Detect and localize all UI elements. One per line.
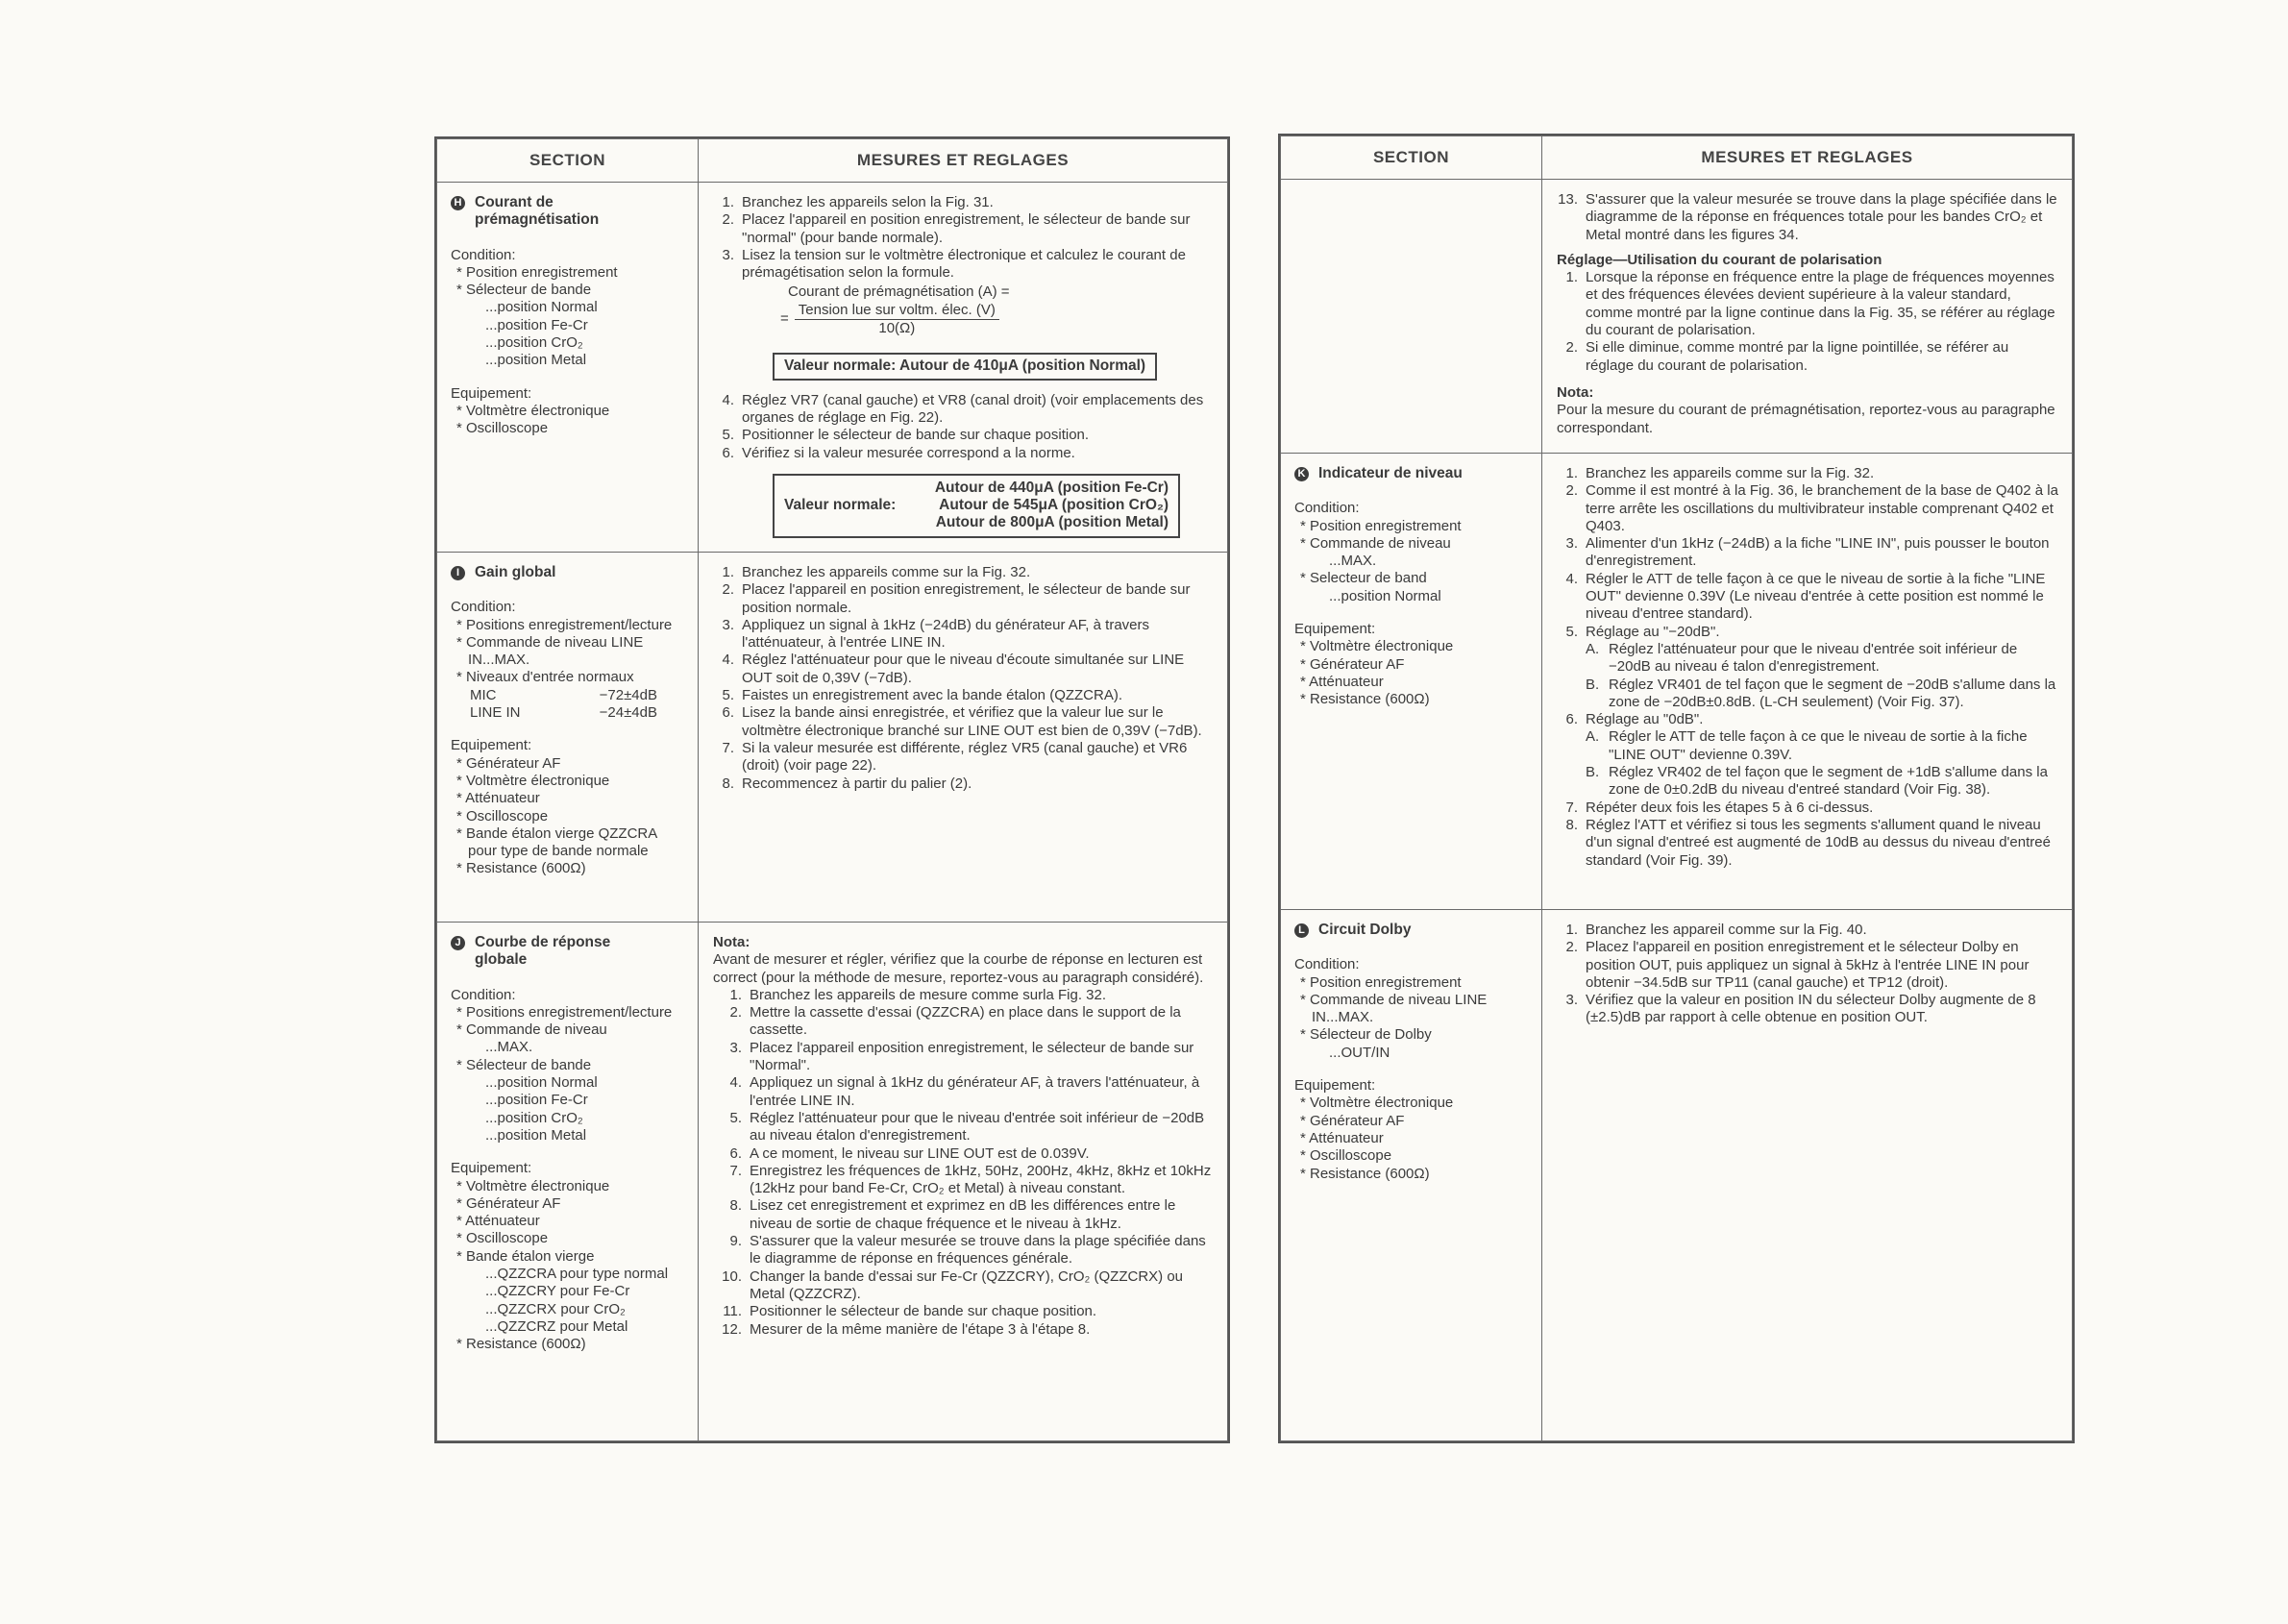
step: 3. Vérifiez que la valeur en position IN du sélecteur Dolby augmente de 8 (±2.5)dB par rapport à celle obtenue en position OUT. bbox=[1565, 992, 2036, 1026]
section-i-title: Gain global bbox=[475, 564, 556, 580]
equip-item: * Resistance (600Ω) bbox=[456, 860, 586, 877]
equip-label: Equipement: bbox=[1294, 1077, 1376, 1095]
step: 6. Vérifiez si la valeur mesurée correspond a la norme. bbox=[722, 444, 1075, 461]
section-l bbox=[1281, 910, 1542, 1441]
step: 5. Réglage au "−20dB". bbox=[1565, 623, 1720, 640]
step: 7. Si la valeur mesurée est différente, réglez VR5 (canal gauche) et VR6 (droit) (voir page 22). bbox=[722, 739, 1188, 775]
section-k-title: Indicateur de niveau bbox=[1318, 465, 1463, 481]
section-header: SECTION bbox=[437, 139, 699, 183]
sub-step: A. Réglez l'atténuateur pour que le niveau d'entrée soit inférieur de −20dB au niveau é talon d'enregistrement. bbox=[1586, 640, 2018, 676]
section-j bbox=[437, 923, 699, 1441]
nota-label: Nota: bbox=[1557, 383, 1594, 401]
section-h bbox=[437, 183, 699, 553]
condition-sub: ...position Fe-Cr bbox=[485, 316, 588, 333]
equip-label: Equipement: bbox=[451, 384, 532, 402]
equip-item: * Oscilloscope bbox=[456, 807, 549, 824]
step: 10. Changer la bande d'essai sur Fe-Cr (QZZCRY), CrO₂ (QZZCRX) ou Metal (QZZCRZ). bbox=[722, 1267, 1184, 1302]
equip-item: * Générateur AF bbox=[456, 1194, 561, 1212]
step: 1. Branchez les appareils selon la Fig. 31. bbox=[722, 194, 994, 210]
step: 1. Lorsque la réponse en fréquence entre la plage de fréquences moyennes et des fréquences élevées devient supérieure à la valeur standard, comme montré par la ligne continue dans la Fig. 35, se référer au réglage du courant de polarisation. bbox=[1565, 269, 2055, 339]
condition-item: * Commande de niveau LINE IN...MAX. bbox=[1300, 991, 1488, 1026]
step: 3. Placez l'appareil enposition enregistrement, le sélecteur de bande sur "Normal". bbox=[729, 1039, 1194, 1074]
measures-continued bbox=[1542, 180, 2073, 454]
level-row: MIC −72±4dB bbox=[470, 686, 657, 703]
badge-k-icon: K bbox=[1294, 467, 1309, 481]
condition-label: Condition: bbox=[1294, 956, 1360, 973]
equip-item: * Bande étalon vierge QZZCRA pour type de bande normale bbox=[456, 824, 657, 860]
normal-value-box-2: Valeur normale: Autour de 440μA (position Fe-Cr) Autour de 545μA (position CrO₂) Autour de 800μA (position Metal) bbox=[773, 474, 1180, 538]
condition-label: Condition: bbox=[1294, 500, 1360, 517]
nota-text: Pour la mesure du courant de prémagnétisation, reportez-vous au paragraphe correspondant. bbox=[1557, 402, 2055, 436]
condition-label: Condition: bbox=[451, 986, 516, 1003]
condition-label: Condition: bbox=[451, 599, 516, 616]
condition-item: * Commande de niveau bbox=[1300, 534, 1451, 552]
measures-i bbox=[699, 553, 1228, 923]
equip-item: * Voltmètre électronique bbox=[456, 1177, 610, 1194]
equip-item: * Atténuateur bbox=[1300, 673, 1384, 690]
equip-item: * Générateur AF bbox=[456, 754, 561, 772]
condition-sub: ...position Normal bbox=[1329, 587, 1441, 604]
step: 3. Alimenter d'un 1kHz (−24dB) a la fiche "LINE IN", puis pousser le bouton d'enregistrement. bbox=[1565, 535, 2050, 570]
equip-item: * Bande étalon vierge bbox=[456, 1247, 595, 1265]
step: 2. Comme il est montré à la Fig. 36, le branchement de la base de Q402 à la terre arrête les oscillations du multivibrateur instable comprenant Q402 et Q403. bbox=[1565, 482, 2058, 534]
normal-value-box: Valeur normale: Autour de 410μA (position Normal) bbox=[773, 353, 1157, 380]
equip-item: * Générateur AF bbox=[1300, 655, 1405, 673]
tape-item: ...QZZCRZ pour Metal bbox=[485, 1317, 628, 1335]
condition-sub: ...position CrO₂ bbox=[485, 1109, 583, 1126]
equip-item: * Atténuateur bbox=[456, 790, 540, 807]
step: 7. Répéter deux fois les étapes 5 à 6 ci-dessus. bbox=[1565, 799, 1874, 816]
condition-sub: ...position CrO₂ bbox=[485, 334, 583, 352]
condition-item: * Positions enregistrement/lecture bbox=[456, 1003, 673, 1021]
level-row: LINE IN −24±4dB bbox=[470, 704, 657, 722]
step: 12. Mesurer de la même manière de l'étape 3 à l'étape 8. bbox=[722, 1320, 1091, 1338]
step: 1. Branchez les appareils comme sur la Fig. 32. bbox=[1565, 465, 1875, 481]
condition-item: * Positions enregistrement/lecture bbox=[456, 616, 673, 633]
step: 4. Régler le ATT de telle façon à ce que le niveau de sortie à la fiche "LINE OUT" devienne 0.39V (Le niveau d'entrée à cette position est nommé le niveau d'entree standard). bbox=[1565, 570, 2046, 623]
step: 3. Appliquez un signal à 1kHz (−24dB) du générateur AF, à travers l'atténuateur, à l'entrée LINE IN. bbox=[722, 616, 1149, 652]
formula: Courant de prémagnétisation (A) = = $\frac{\text{Tension lue sur voltm. élec. (V)}}{10(\Omega)}$ bbox=[780, 283, 1010, 337]
step: 5. Faistes un enregistrement avec la bande étalon (QZZCRA). bbox=[722, 687, 1123, 704]
condition-item: * Sélecteur de bande bbox=[456, 1056, 592, 1073]
step: 1. Branchez les appareils comme sur la Fig. 32. bbox=[722, 564, 1031, 580]
step: 1. Branchez les appareil comme sur la Fig. 40. bbox=[1565, 922, 1867, 938]
tape-item: ...QZZCRA pour type normal bbox=[485, 1266, 669, 1283]
section-header: SECTION bbox=[1281, 136, 1542, 180]
tape-item: ...QZZCRY pour Fe-Cr bbox=[485, 1283, 630, 1300]
measures-l bbox=[1542, 910, 2073, 1441]
step: 8. Recommencez à partir du palier (2). bbox=[722, 775, 972, 792]
step: 4. Réglez VR7 (canal gauche) et VR8 (canal droit) (voir emplacements des organes de réglage en Fig. 22). bbox=[722, 391, 1204, 426]
nota-label: Nota: bbox=[713, 934, 750, 950]
equip-item: * Oscilloscope bbox=[1300, 1147, 1392, 1165]
step: 2. Placez l'appareil en position enregistrement, le sélecteur de bande sur "normal" (pour bande normale). bbox=[722, 211, 1191, 246]
step: 2. Mettre la cassette d'essai (QZZCRA) en place dans le support de la cassette. bbox=[729, 1004, 1181, 1039]
badge-h-icon: H bbox=[451, 196, 465, 210]
step: 5. Réglez l'atténuateur pour que le niveau d'entrée soit inférieur de −20dB au niveau étalon d'enregistrement. bbox=[729, 1109, 1205, 1144]
condition-item: * Selecteur de band bbox=[1300, 570, 1427, 587]
mesures-header: MESURES ET REGLAGES bbox=[699, 139, 1228, 183]
badge-j-icon: J bbox=[451, 936, 465, 950]
equip-item: * Voltmètre électronique bbox=[1300, 1095, 1454, 1112]
sub-step: B. Réglez VR401 de tel façon que le segment de −20dB s'allume dans la zone de −20dB±0.8dB. (L-CH seulement) (Voir Fig. 37). bbox=[1586, 676, 2056, 710]
mesures-header: MESURES ET REGLAGES bbox=[1542, 136, 2073, 180]
sub-step: A. Régler le ATT de telle façon à ce que le niveau de sortie à la fiche "LINE OUT" devienne 0.39V. bbox=[1586, 728, 2028, 763]
step: 2. Placez l'appareil en position enregistrement, le sélecteur de bande sur position normale. bbox=[722, 581, 1191, 616]
equip-label: Equipement: bbox=[451, 737, 532, 754]
equip-item: * Voltmètre électronique bbox=[456, 402, 610, 419]
equip-item: * Voltmètre électronique bbox=[456, 772, 610, 789]
condition-sub: ...position Fe-Cr bbox=[485, 1092, 588, 1109]
step: 6. Lisez la bande ainsi enregistrée, et vérifiez que la valeur lue sur le voltmètre électronique branché sur LINE OUT est bien de 0,39V (−7dB). bbox=[722, 704, 1202, 739]
tape-item: ...QZZCRX pour CrO₂ bbox=[485, 1300, 626, 1317]
left-table bbox=[436, 138, 1228, 1441]
nota-text: Avant de mesurer et régler, vérifiez que la courbe de réponse en lecturen est correct (pour la méthode de mesure, reportez-vous au paragraph considéré). bbox=[713, 951, 1204, 986]
condition-item: * Niveaux d'entrée normaux bbox=[456, 669, 634, 686]
step: 1. Branchez les appareils de mesure comme surla Fig. 32. bbox=[729, 986, 1107, 1003]
equip-item: * Resistance (600Ω) bbox=[456, 1336, 586, 1353]
condition-item: * Position enregistrement bbox=[456, 263, 618, 281]
condition-label: Condition: bbox=[451, 246, 516, 263]
measures-k bbox=[1542, 454, 2073, 910]
step: 6. A ce moment, le niveau sur LINE OUT est de 0.039V. bbox=[729, 1144, 1090, 1162]
condition-item: * Sélecteur de bande bbox=[456, 282, 592, 299]
equip-label: Equipement: bbox=[1294, 621, 1376, 638]
condition-sub: ...MAX. bbox=[485, 1039, 533, 1056]
section-continued bbox=[1281, 180, 1542, 454]
equip-item: * Atténuateur bbox=[1300, 1129, 1384, 1146]
section-j-title: Courbe de réponse globale bbox=[475, 934, 611, 969]
step: 8. Lisez cet enregistrement et exprimez en dB les différences entre le niveau de sortie de chaque fréquence et le niveau à 1kHz. bbox=[729, 1197, 1176, 1232]
equip-item: * Resistance (600Ω) bbox=[1300, 691, 1430, 708]
condition-sub: ...position Metal bbox=[485, 1126, 587, 1144]
section-k bbox=[1281, 454, 1542, 910]
equip-item: * Voltmètre électronique bbox=[1300, 638, 1454, 655]
step: 3. Lisez la tension sur le voltmètre électronique et calculez le courant de prémagétisation selon la formule. bbox=[722, 246, 1186, 282]
step: 11. Positionner le sélecteur de bande sur chaque position. bbox=[723, 1303, 1097, 1320]
condition-item: * Commande de niveau bbox=[456, 1021, 607, 1039]
measures-h bbox=[699, 183, 1228, 553]
step: 9. S'assurer que la valeur mesurée se trouve dans la plage spécifiée dans le diagramme de réponse en fréquences générale. bbox=[729, 1233, 1206, 1267]
measures-j bbox=[699, 923, 1228, 1441]
condition-item: * Commande de niveau LINE IN...MAX. bbox=[456, 633, 644, 669]
equip-label: Equipement: bbox=[451, 1160, 532, 1177]
badge-i-icon: I bbox=[451, 566, 465, 580]
condition-sub: ...position Normal bbox=[485, 299, 598, 316]
condition-item: * Position enregistrement bbox=[1300, 517, 1462, 534]
equip-item: * Oscilloscope bbox=[456, 420, 549, 437]
step: 2. Placez l'appareil en position enregistrement et le sélecteur Dolby en position OUT, puis appliquez un signal à 5kHz à l'entrée LINE IN pour obtenir −34.5dB sur TP11 (canal gauche) et TP12 (droit). bbox=[1565, 939, 2030, 991]
equip-item: * Atténuateur bbox=[456, 1213, 540, 1230]
condition-item: * Sélecteur de Dolby bbox=[1300, 1026, 1432, 1044]
section-l-title: Circuit Dolby bbox=[1318, 922, 1412, 938]
condition-sub: ...OUT/IN bbox=[1329, 1044, 1390, 1061]
equip-item: * Générateur AF bbox=[1300, 1112, 1405, 1129]
section-i bbox=[437, 553, 699, 923]
equip-item: * Oscilloscope bbox=[456, 1230, 549, 1247]
condition-item: * Position enregistrement bbox=[1300, 973, 1462, 991]
section-h-title: Courant de prémagnétisation bbox=[475, 194, 600, 229]
step: 13. S'assurer que la valeur mesurée se trouve dans la plage spécifiée dans le diagramme de la réponse en fréquences totale pour les bandes CrO₂ et Metal montré dans les figures 34. bbox=[1558, 191, 2057, 243]
step: 8. Réglez l'ATT et vérifiez si tous les segments s'allument quand le niveau d'un signal d'entreé est augmenté de 10dB au dessus du niveau d'entreé standard (Voir Fig. 39). bbox=[1565, 816, 2051, 869]
condition-sub: ...position Metal bbox=[485, 352, 587, 369]
sub-step: B. Réglez VR402 de tel façon que le segment de +1dB s'allume dans la zone de 0±0.2dB du niveau d'entreé standard (Voir Fig. 38). bbox=[1586, 764, 2048, 799]
step: 4. Appliquez un signal à 1kHz du générateur AF, à travers l'atténuateur, à l'entrée LINE IN. bbox=[729, 1074, 1200, 1109]
condition-sub: ...position Normal bbox=[485, 1074, 598, 1092]
right-table-sheet bbox=[1278, 134, 2075, 1443]
step: 5. Positionner le sélecteur de bande sur chaque position. bbox=[722, 427, 1090, 444]
step: 6. Réglage au "0dB". bbox=[1565, 711, 1704, 728]
step: 4. Réglez l'atténuateur pour que le niveau d'écoute simultanée sur LINE OUT soit de 0,39V (−7dB). bbox=[722, 652, 1185, 686]
left-table-sheet bbox=[434, 136, 1230, 1443]
step: 2. Si elle diminue, comme montré par la ligne pointillée, se référer au réglage du courant de polarisation. bbox=[1565, 339, 2009, 374]
equip-item: * Resistance (600Ω) bbox=[1300, 1165, 1430, 1182]
step: 7. Enregistrez les fréquences de 1kHz, 50Hz, 200Hz, 4kHz, 8kHz et 10kHz (12kHz pour band Fe-Cr, CrO₂ et Metal) à niveau constant. bbox=[729, 1162, 1212, 1197]
condition-sub: ...MAX. bbox=[1329, 553, 1377, 570]
badge-l-icon: L bbox=[1294, 923, 1309, 938]
reglage-title: Réglage—Utilisation du courant de polarisation bbox=[1557, 251, 1882, 268]
right-table bbox=[1280, 135, 2073, 1441]
